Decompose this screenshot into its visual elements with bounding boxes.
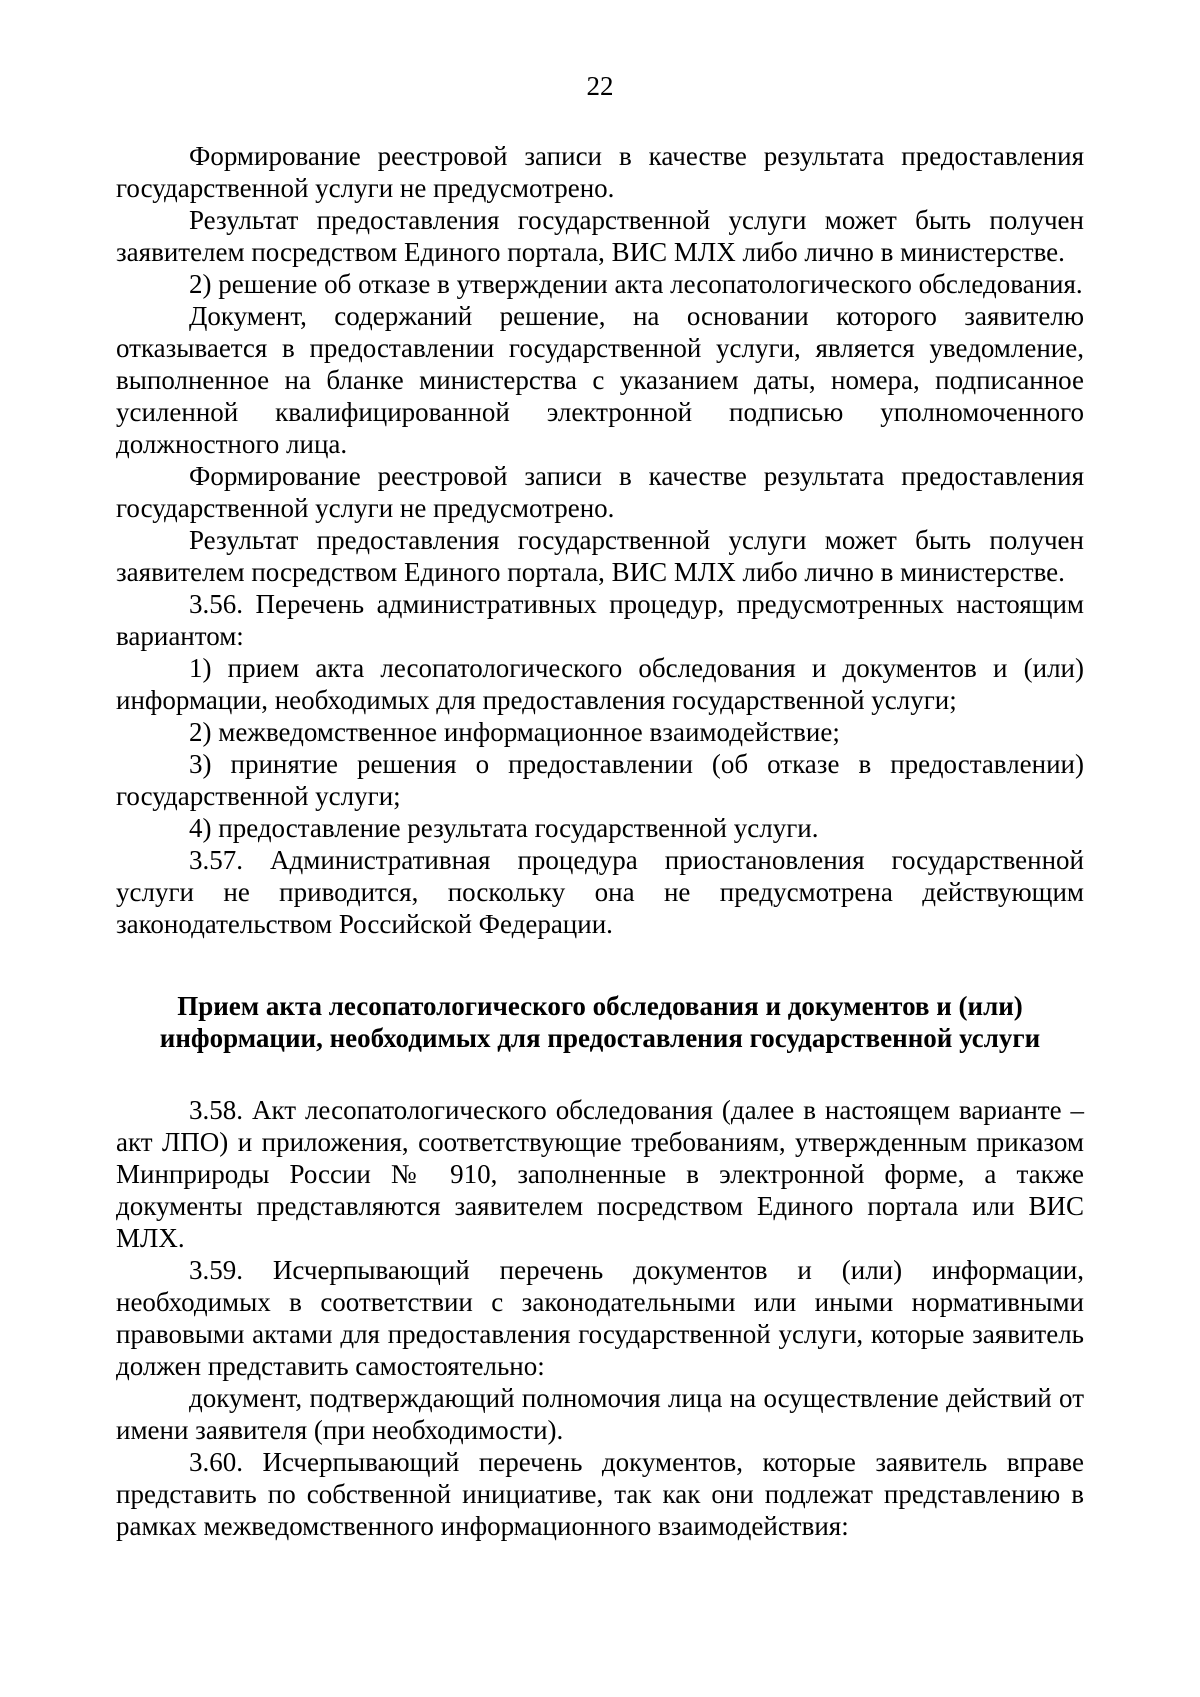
- section-heading: [116, 990, 1084, 1054]
- section-heading-line: информации, необходимых для предоставления государственной услуги: [159, 1023, 1041, 1053]
- paragraph: 3.60. Исчерпывающий перечень документов, которые заявитель вправе представить по собственной инициативе, так как они подлежат представлению в рамках межведомственного информационного взаимодействия:: [116, 1447, 1084, 1541]
- paragraph: 2) межведомственное информационное взаимодействие;: [189, 717, 840, 747]
- paragraph: 3) принятие решения о предоставлении (об отказе в предоставлении) государственной услуги;: [116, 749, 1084, 811]
- paragraph: Формирование реестровой записи в качестве результата предоставления государственной услуги не предусмотрено.: [116, 141, 1084, 203]
- paragraph: Результат предоставления государственной услуги может быть получен заявителем посредством Единого портала, ВИС МЛХ либо лично в министерстве.: [116, 525, 1084, 587]
- section-heading-line: Прием акта лесопатологического обследования и документов и (или): [177, 991, 1023, 1021]
- paragraph: документ, подтверждающий полномочия лица на осуществление действий от имени заявителя (при необходимости).: [116, 1383, 1084, 1445]
- paragraph: 2) решение об отказе в утверждении акта лесопатологического обследования.: [189, 269, 1083, 299]
- paragraph: 3.59. Исчерпывающий перечень документов и (или) информации, необходимых в соответствии с законодательными или иными нормативными правовыми актами для предоставления государственной услуги, которые заявитель должен представить самостоятельно:: [116, 1255, 1084, 1381]
- paragraph: 3.58. Акт лесопатологического обследования (далее в настоящем варианте – акт ЛПО) и приложения, соответствующие требованиям, утвержденным приказом Минприроды России № 910, заполненные в электронной форме, а также документы представляются заявителем посредством Единого портала или ВИС МЛХ.: [116, 1095, 1084, 1253]
- paragraph: Результат предоставления государственной услуги может быть получен заявителем посредством Единого портала, ВИС МЛХ либо лично в министерстве.: [116, 205, 1084, 267]
- paragraph-block-top: [116, 140, 1084, 940]
- paragraph: Формирование реестровой записи в качестве результата предоставления государственной услуги не предусмотрено.: [116, 461, 1084, 523]
- paragraph: 3.56. Перечень административных процедур, предусмотренных настоящим вариантом:: [116, 589, 1084, 651]
- paragraph: Документ, содержаний решение, на основании которого заявителю отказывается в предоставлении государственной услуги, является уведомление, выполненное на бланке министерства с указанием даты, номера, подписанное усиленной квалифицированной электронной подписью уполномоченного должностного лица.: [116, 301, 1084, 459]
- page-number: 22: [586, 71, 614, 101]
- paragraph-block-bottom: [116, 1094, 1084, 1542]
- paragraph: 1) прием акта лесопатологического обследования и документов и (или) информации, необходимых для предоставления государственной услуги;: [116, 653, 1084, 715]
- paragraph: 4) предоставление результата государственной услуги.: [189, 813, 819, 843]
- paragraph: 3.57. Административная процедура приостановления государственной услуги не приводится, поскольку она не предусмотрена действующим законодательством Российской Федерации.: [116, 845, 1084, 939]
